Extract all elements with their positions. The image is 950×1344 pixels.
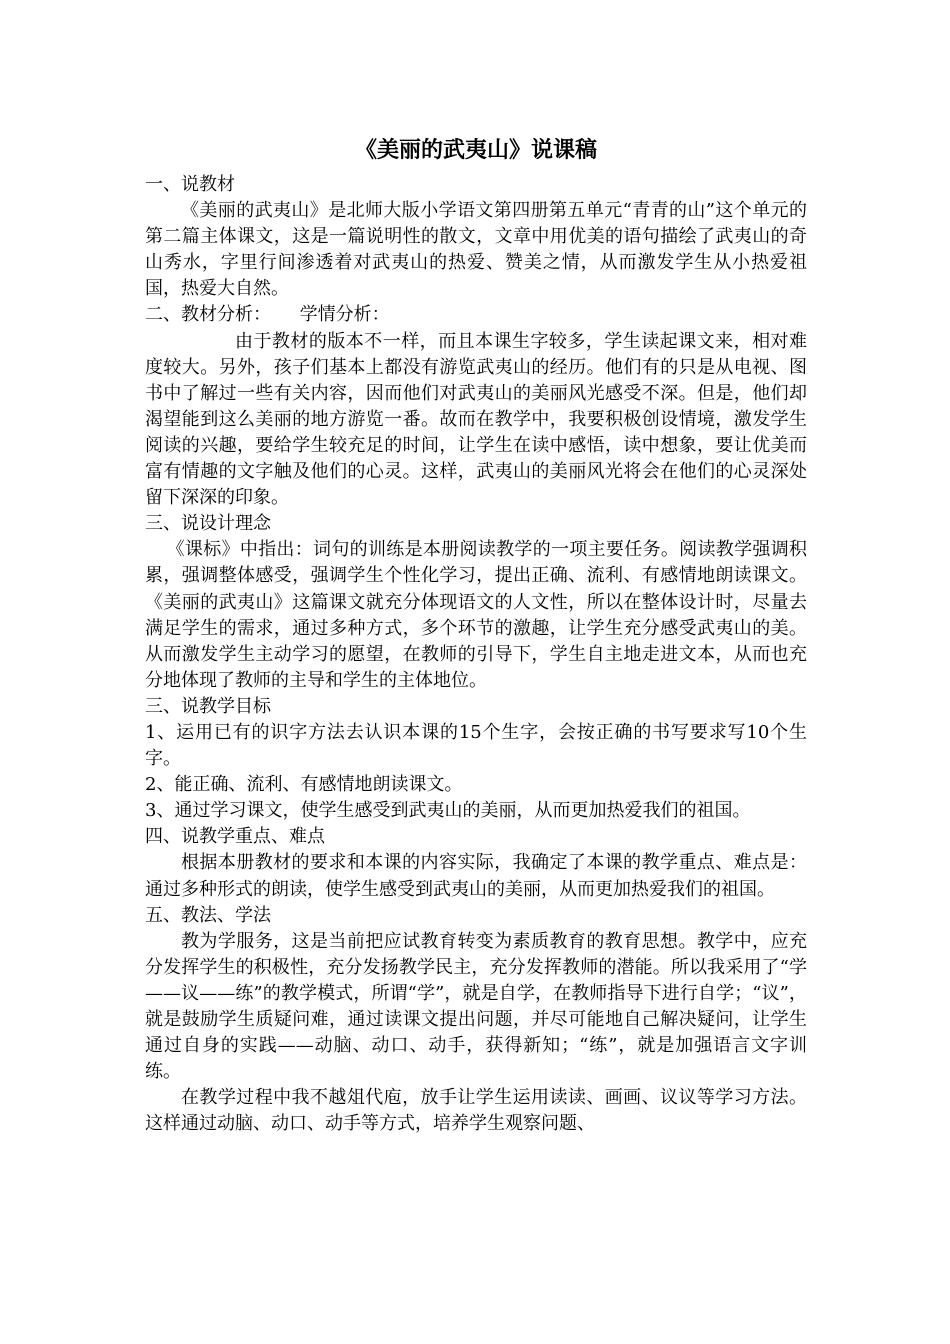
goal-item: 1、运用已有的识字方法去认识本课的15个生字，会按正确的书写要求写10个生字。	[145, 721, 807, 770]
document-title: 《美丽的武夷山》说课稿	[354, 138, 597, 163]
section-heading: 四、说教学重点、难点	[145, 826, 325, 848]
section-heading: 二、教材分析： 学情分析：	[145, 304, 390, 326]
section-heading: 五、教法、学法	[145, 904, 271, 926]
paragraph: 《美丽的武夷山》是北师大版小学语文第四册第五单元“青青的山”这个单元的第二篇主体课文，这是一篇说明性的散文，文章中用优美的语句描绘了武夷山的奇山秀水，字里行间渗透着对武夷山的热爱、赞美之情，从而激发学生从小热爱祖国，热爱大自然。	[145, 200, 807, 300]
section-material-analysis	[145, 302, 807, 511]
section-key-points	[145, 824, 807, 902]
section-heading: 三、说教学目标	[145, 695, 271, 717]
section-methods	[145, 903, 807, 1138]
section-design-concept	[145, 511, 807, 694]
paragraph: 教为学服务，这是当前把应试教育转变为素质教育的教育思想。教学中，应充分发挥学生的积极性，充分发扬教学民主，充分发挥教师的潜能。所以我采用了“学——议——练”的教学模式，所谓“学”，就是自学，在教师指导下进行自学；“议”，就是鼓励学生质疑问难，通过读课文提出问题，并尽可能地自己解决疑问，让学生通过自身的实践——动脑、动口、动手，获得新知；“练”，就是加强语言文字训练。	[145, 930, 807, 1083]
section-heading: 一、说教材	[145, 174, 235, 195]
paragraph: 在教学过程中我不越俎代庖，放手让学生运用读读、画画、议议等学习方法。这样通过动脑、动口、动手等方式，培养学生观察问题、	[145, 1087, 807, 1135]
document-page	[145, 136, 807, 1137]
section-teaching-goals	[145, 694, 807, 824]
section-teaching-material	[145, 172, 807, 302]
paragraph: 根据本册教材的要求和本课的内容实际，我确定了本课的教学重点、难点是：通过多种形式的朗读，使学生感受到武夷山的美丽，从而更加热爱我们的祖国。	[145, 852, 807, 900]
section-heading: 三、说设计理念	[145, 513, 271, 535]
goal-item: 3、通过学习课文，使学生感受到武夷山的美丽，从而更加热爱我们的祖国。	[145, 800, 751, 822]
paragraph: 《课标》中指出：词句的训练是本册阅读教学的一项主要任务。阅读教学强调积累，强调整体感受，强调学生个性化学习，提出正确、流利、有感情地朗读课文。《美丽的武夷山》这篇课文就充分体现语文的人文性，所以在整体设计时，尽量去满足学生的需求，通过多种方式，多个环节的激趣，让学生充分感受武夷山的美。从而激发学生主动学习的愿望，在教师的引导下，学生自主地走进文本，从而也充分地体现了教师的主导和学生的主体地位。	[145, 539, 807, 691]
goal-item: 2、能正确、流利、有感情地朗读课文。	[145, 774, 463, 796]
paragraph: 由于教材的版本不一样，而且本课生字较多，学生读起课文来，相对难度较大。另外，孩子们基本上都没有游览武夷山的经历。他们有的只是从电视、图书中了解过一些有关内容，因而他们对武夷山的美丽风光感受不深。但是，他们却渴望能到这么美丽的地方游览一番。故而在教学中，我要积极创设情境，激发学生阅读的兴趣，要给学生较充足的时间，让学生在读中感悟，读中想象，要让优美而富有情趣的文字触及他们的心灵。这样，武夷山的美丽风光将会在他们的心灵深处留下深深的印象。	[145, 330, 807, 509]
